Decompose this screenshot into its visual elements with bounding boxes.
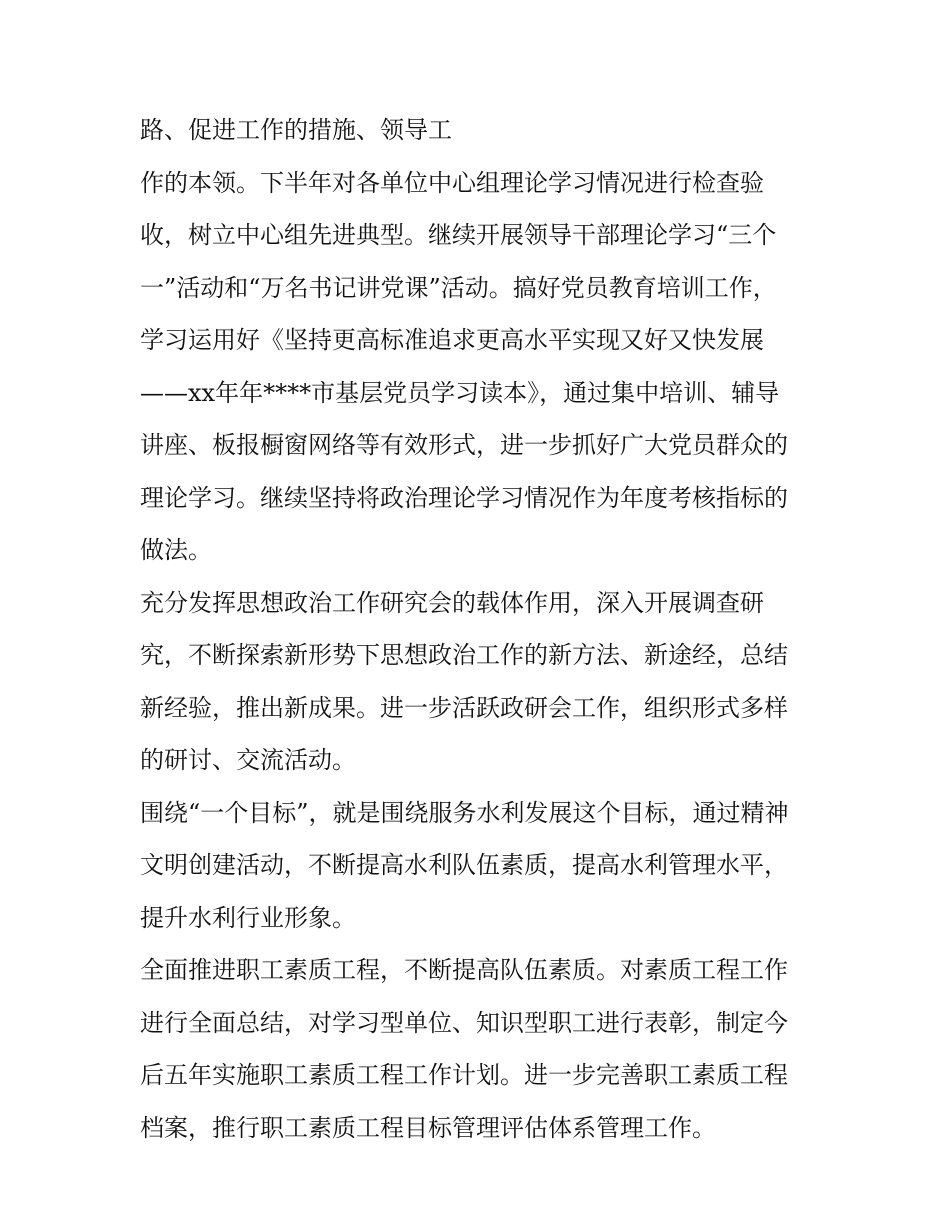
text-line: 收，树立中心组先进典型。继续开展领导干部理论学习“三个 (140, 221, 777, 249)
text-line: 后五年实施职工素质工程工作计划。进一步完善职工素质工程 (140, 1061, 788, 1089)
text-line: 文明创建活动，不断提高水利队伍素质，提高水利管理水平， (140, 851, 788, 879)
text-line: 学习运用好《坚持更高标准追求更高水平实现又好又快发展 (140, 326, 764, 354)
text-line: 究，不断探索新形势下思想政治工作的新方法、新途经，总结 (140, 641, 788, 669)
text-line: 进行全面总结，对学习型单位、知识型职工进行表彰，制定今 (140, 1008, 788, 1037)
text-line: 理论学习。继续坚持将政治理论学习情况作为年度考核指标的 (140, 483, 788, 512)
text-line: 作的本领。下半年对各单位中心组理论学习情况进行检查验 (140, 168, 764, 197)
text-line: ——xx年年****市基层党员学习读本》，通过集中培训、辅导 (140, 378, 780, 407)
text-line: 全面推进职工素质工程，不断提高队伍素质。对素质工程工作 (140, 956, 788, 984)
text-line: 讲座、板报橱窗网络等有效形式，进一步抓好广大党员群众的 (140, 431, 788, 459)
text-line: 充分发挥思想政治工作研究会的载体作用，深入开展调查研 (140, 588, 764, 617)
text-line: 新经验，推出新成果。进一步活跃政研会工作，组织形式多样 (140, 693, 788, 722)
text-line: 围绕“一个目标”，就是围绕服务水利发展这个目标，通过精神 (140, 798, 789, 827)
text-line: 档案，推行职工素质工程目标管理评估体系管理工作。 (140, 1113, 716, 1142)
text-line: 提升水利行业形象。 (140, 903, 356, 932)
text-line: 做法。 (140, 536, 212, 564)
text-line: 的研讨、交流活动。 (140, 746, 356, 774)
document-body (140, 104, 812, 1154)
text-line: 一”活动和“万名书记讲党课”活动。搞好党员教育培训工作， (140, 273, 777, 302)
text-line: 路、促进工作的措施、领导工 (140, 116, 452, 144)
